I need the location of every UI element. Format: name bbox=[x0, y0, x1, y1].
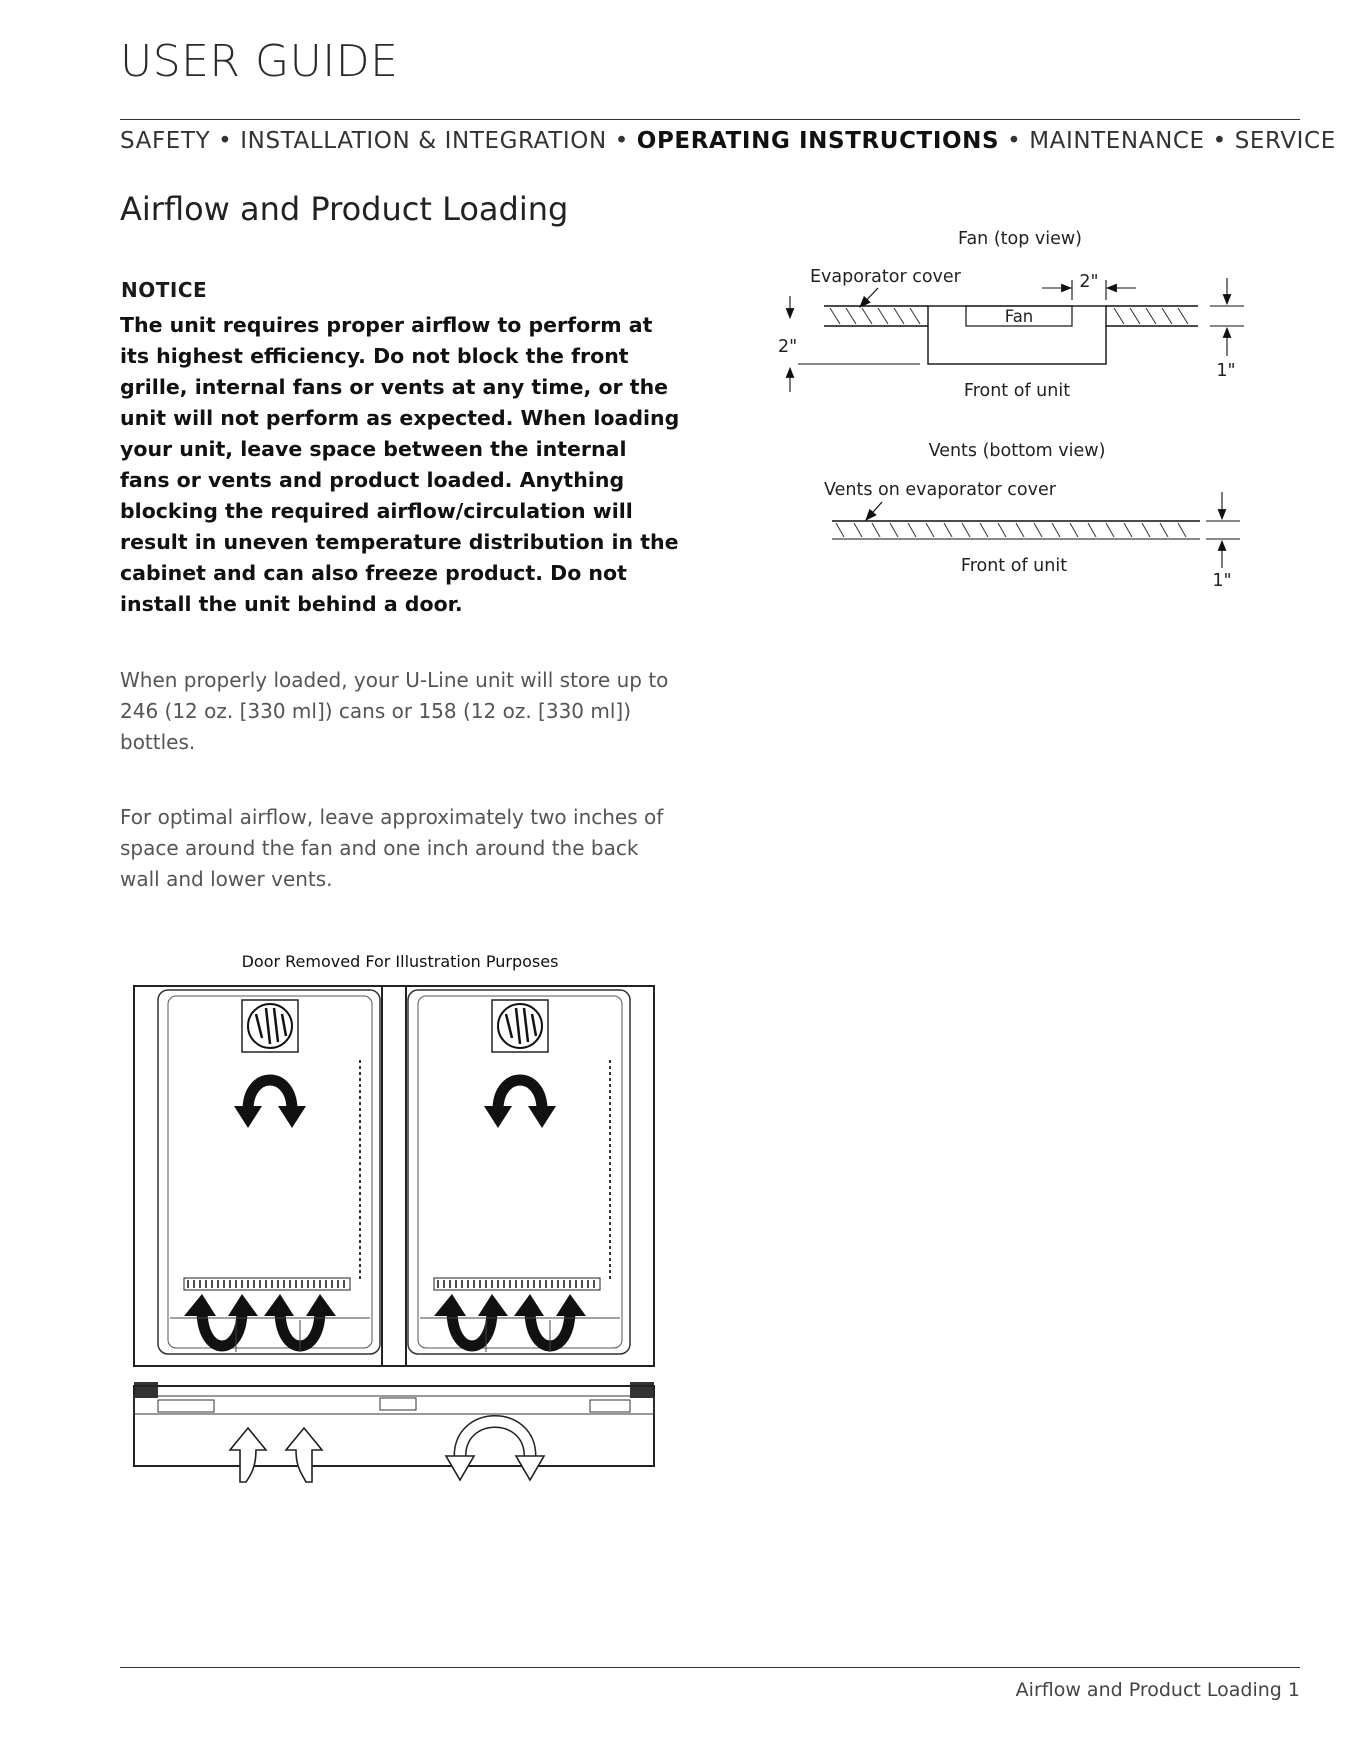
footer-divider bbox=[120, 1667, 1300, 1668]
vents-dimension-right: 1" bbox=[1212, 571, 1232, 591]
vents-front-label: Front of unit bbox=[960, 556, 1068, 576]
nav-separator: • bbox=[1212, 128, 1227, 154]
left-vents bbox=[184, 1278, 350, 1290]
illustration-caption: Door Removed For Illustration Purposes bbox=[241, 952, 559, 971]
left-compartment bbox=[158, 990, 380, 1354]
fan-diagram-title: Fan (top view) bbox=[957, 229, 1083, 249]
notice-label: NOTICE bbox=[121, 278, 208, 302]
nav-item-installation[interactable]: INSTALLATION & INTEGRATION bbox=[240, 128, 607, 154]
vents-label: Vents on evaporator cover bbox=[824, 480, 1056, 500]
fan-dimension-right: 1" bbox=[1216, 361, 1236, 381]
right-compartment bbox=[408, 990, 630, 1354]
fan-dimension-top: 2" bbox=[1079, 272, 1099, 292]
vents-hatch bbox=[832, 521, 1200, 539]
vents-diagram-title: Vents (bottom view) bbox=[928, 441, 1106, 461]
airflow-paragraph: For optimal airflow, leave approximately two inches of space around the fan and one inch around the back wall and lower vents. bbox=[120, 805, 664, 891]
capacity-paragraph: When properly loaded, your U-Line unit will store up to 246 (12 oz. [330 ml]) cans or 158 (12 oz. [330 ml]) bottles. bbox=[120, 668, 669, 754]
notice-text: The unit requires proper airflow to perform at its highest efficiency. Do not block the front grille, internal fans or vents at any time, or the unit will not perform as expected. When loading your unit, leave space between the internal fans or vents and product loaded. Anything blocking the required airflow/circulation will result in uneven temperature distribution in the cabinet and can also freeze product. Do not install the unit behind a door. bbox=[120, 313, 680, 616]
evaporator-leader bbox=[860, 288, 878, 307]
nav-item-safety[interactable]: SAFETY bbox=[120, 128, 211, 154]
nav-item-operating-instructions[interactable]: OPERATING INSTRUCTIONS bbox=[636, 128, 1000, 154]
evaporator-cover-hatch-right bbox=[1106, 306, 1198, 326]
evaporator-cover-hatch-left bbox=[824, 306, 928, 326]
section-nav bbox=[120, 128, 1336, 154]
fan-front-label: Front of unit bbox=[963, 381, 1071, 401]
airflow-diagrams bbox=[770, 220, 1250, 600]
nav-separator: • bbox=[218, 128, 233, 154]
cabinet-illustration bbox=[130, 980, 660, 1490]
fan-dimension-left: 2" bbox=[778, 337, 798, 357]
base-grille bbox=[134, 1386, 654, 1482]
fan-label: Fan bbox=[1004, 307, 1034, 326]
nav-item-maintenance[interactable]: MAINTENANCE bbox=[1029, 128, 1205, 154]
section-title: Airflow and Product Loading bbox=[120, 190, 569, 228]
nav-separator: • bbox=[1007, 128, 1022, 154]
document-title: USER GUIDE bbox=[120, 36, 399, 87]
footer-page-label: Airflow and Product Loading 1 bbox=[1015, 1679, 1300, 1701]
nav-separator: • bbox=[614, 128, 629, 154]
vents-leader bbox=[866, 502, 882, 520]
nav-item-service[interactable]: SERVICE bbox=[1234, 128, 1336, 154]
evaporator-cover-label: Evaporator cover bbox=[810, 267, 961, 287]
right-vents bbox=[434, 1278, 600, 1290]
header-divider bbox=[120, 119, 1300, 120]
